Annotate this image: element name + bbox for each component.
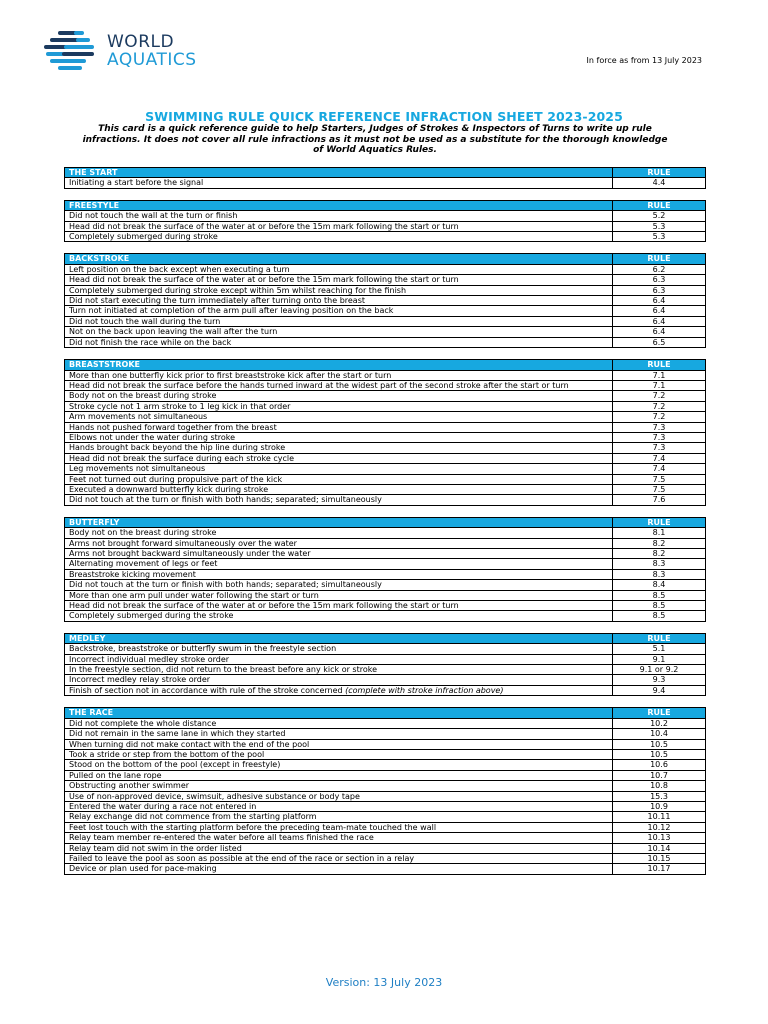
infraction-description [65, 275, 613, 285]
rule-number: 7.4 [613, 464, 706, 474]
section-table-breaststroke [64, 359, 706, 506]
infraction-description [65, 296, 613, 306]
infraction-description [65, 611, 613, 621]
infraction-description [65, 370, 613, 380]
table-row [65, 833, 706, 843]
rule-number: 10.11 [613, 812, 706, 822]
infraction-description [65, 211, 613, 221]
infraction-description [65, 812, 613, 822]
rule-number: 6.4 [613, 316, 706, 326]
rule-number: 6.2 [613, 264, 706, 274]
infraction-description [65, 644, 613, 654]
rule-number: 7.5 [613, 474, 706, 484]
table-row [65, 729, 706, 739]
section-header-row [65, 254, 706, 264]
infraction-text: Relay team did not swim in the order listed [69, 843, 242, 853]
infraction-description [65, 665, 613, 675]
table-row [65, 401, 706, 411]
infraction-text: Completely submerged during the stroke [69, 611, 234, 621]
infraction-text: Not on the back upon leaving the wall after the turn [69, 327, 278, 337]
table-row [65, 178, 706, 188]
logo-line-1: WORLD [107, 32, 175, 52]
table-row [65, 590, 706, 600]
infraction-text: Arms not brought forward simultaneously over the water [69, 538, 297, 548]
rule-number: 10.8 [613, 781, 706, 791]
rule-number: 7.2 [613, 412, 706, 422]
rule-number: 6.3 [613, 285, 706, 295]
table-row [65, 611, 706, 621]
infraction-text: Leg movements not simultaneous [69, 464, 206, 474]
infraction-text: Feet not turned out during propulsive part of the kick [69, 474, 283, 484]
infraction-text: Feet lost touch with the starting platform before the preceding team-mate touched the wall [69, 822, 437, 832]
rule-number: 9.3 [613, 675, 706, 685]
infraction-description [65, 401, 613, 411]
infraction-description [65, 569, 613, 579]
infraction-description [65, 590, 613, 600]
infraction-text: Did not start executing the turn immediately after turning onto the breast [69, 296, 366, 306]
infraction-text: Executed a downward butterfly kick during stroke [69, 484, 269, 494]
document-title: SWIMMING RULE QUICK REFERENCE INFRACTION SHEET 2023-2025 [145, 109, 623, 124]
infraction-text: More than one butterfly kick prior to first breaststroke kick after the start or turn [69, 370, 392, 380]
section-table-medley [64, 633, 706, 696]
table-row [65, 801, 706, 811]
rule-column-header: RULE [613, 168, 706, 178]
table-row [65, 665, 706, 675]
table-row [65, 412, 706, 422]
infraction-description [65, 580, 613, 590]
infraction-text: Head did not break the surface of the water at or before the 15m mark following the start or turn [69, 221, 459, 231]
section-header-row [65, 168, 706, 178]
infraction-description [65, 391, 613, 401]
infraction-text: Pulled on the lane rope [69, 770, 162, 780]
infraction-description [65, 221, 613, 231]
version-footer: Version: 13 July 2023 [325, 976, 443, 989]
infraction-tables [64, 167, 705, 886]
rule-number: 10.13 [613, 833, 706, 843]
infraction-description [65, 559, 613, 569]
table-row [65, 327, 706, 337]
infraction-text: Stood on the bottom of the pool (except in freestyle) [69, 760, 281, 770]
infraction-text: In the freestyle section, did not return to the breast before any kick or stroke [69, 665, 377, 675]
table-row [65, 370, 706, 380]
world-aquatics-logo [44, 30, 244, 74]
table-row [65, 675, 706, 685]
infraction-text: Device or plan used for pace-making [69, 864, 217, 874]
table-row [65, 484, 706, 494]
logo-line-2: AQUATICS [107, 50, 197, 70]
infraction-text: Stroke cycle not 1 arm stroke to 1 leg kick in that order [69, 401, 291, 411]
infraction-text: More than one arm pull under water following the start or turn [69, 590, 319, 600]
infraction-description [65, 549, 613, 559]
rule-number: 6.4 [613, 306, 706, 316]
table-row [65, 538, 706, 548]
infraction-description [65, 264, 613, 274]
infraction-text: Body not on the breast during stroke [69, 391, 217, 401]
section-title: THE RACE [65, 708, 613, 718]
rule-number: 8.1 [613, 528, 706, 538]
infraction-description [65, 484, 613, 494]
infraction-description [65, 864, 613, 874]
rule-number: 6.3 [613, 275, 706, 285]
rule-number: 10.14 [613, 843, 706, 853]
infraction-text: Obstructing another swimmer [69, 781, 190, 791]
rule-number: 7.3 [613, 432, 706, 442]
rule-number: 5.2 [613, 211, 706, 221]
table-row [65, 337, 706, 347]
infraction-description [65, 675, 613, 685]
rule-number: 6.5 [613, 337, 706, 347]
section-header-row [65, 517, 706, 527]
table-row [65, 285, 706, 295]
infraction-text: Turn not initiated at completion of the arm pull after leaving position on the back [69, 306, 394, 316]
rule-number: 8.4 [613, 580, 706, 590]
table-row [65, 739, 706, 749]
rule-number: 10.4 [613, 729, 706, 739]
table-row [65, 528, 706, 538]
table-row [65, 601, 706, 611]
table-row [65, 221, 706, 231]
table-row [65, 453, 706, 463]
infraction-description [65, 833, 613, 843]
rule-column-header: RULE [613, 200, 706, 210]
rule-number: 8.3 [613, 559, 706, 569]
infraction-text: Relay exchange did not commence from the starting platform [69, 812, 317, 822]
table-row [65, 685, 706, 695]
table-row [65, 580, 706, 590]
infraction-description [65, 422, 613, 432]
table-row [65, 495, 706, 505]
section-table-freestyle [64, 200, 706, 243]
world-aquatics-logo-icon [44, 30, 102, 72]
infraction-text: Head did not break the surface during each stroke cycle [69, 453, 294, 463]
table-row [65, 791, 706, 801]
rule-number: 7.6 [613, 495, 706, 505]
infraction-description [65, 337, 613, 347]
infraction-text: Entered the water during a race not entered in [69, 801, 257, 811]
infraction-text: Use of non-approved device, swimsuit, adhesive substance or body tape [69, 791, 360, 801]
rule-number: 4.4 [613, 178, 706, 188]
table-row [65, 443, 706, 453]
rule-number: 10.12 [613, 822, 706, 832]
section-header-row [65, 200, 706, 210]
infraction-text: Failed to leave the pool as soon as possible at the end of the race or section in a relay [69, 853, 415, 863]
rule-number: 8.5 [613, 590, 706, 600]
infraction-description [65, 495, 613, 505]
table-row [65, 306, 706, 316]
infraction-description [65, 443, 613, 453]
table-row [65, 264, 706, 274]
infraction-text: Did not complete the whole distance [69, 718, 217, 728]
table-row [65, 822, 706, 832]
rule-number: 7.1 [613, 380, 706, 390]
rule-number: 7.5 [613, 484, 706, 494]
infraction-text: Did not remain in the same lane in which they started [69, 729, 286, 739]
infraction-description [65, 781, 613, 791]
table-row [65, 275, 706, 285]
table-row [65, 432, 706, 442]
table-row [65, 864, 706, 874]
infraction-description [65, 770, 613, 780]
table-row [65, 760, 706, 770]
rule-number: 10.9 [613, 801, 706, 811]
table-row [65, 422, 706, 432]
infraction-text: Initiating a start before the signal [69, 178, 204, 188]
infraction-text: Did not touch the wall during the turn [69, 316, 221, 326]
table-row [65, 644, 706, 654]
infraction-text: Did not touch the wall at the turn or finish [69, 211, 238, 221]
section-table-backstroke [64, 253, 706, 348]
infraction-description [65, 654, 613, 664]
rule-number: 7.2 [613, 391, 706, 401]
infraction-text: Backstroke, breaststroke or butterfly swum in the freestyle section [69, 644, 337, 654]
section-title: BREASTSTROKE [65, 360, 613, 370]
infraction-description [65, 749, 613, 759]
table-row [65, 296, 706, 306]
rule-number: 10.15 [613, 853, 706, 863]
infraction-text: Arms not brought backward simultaneously under the water [69, 549, 311, 558]
logo-wordmark [107, 33, 197, 69]
infraction-description [65, 528, 613, 538]
table-row [65, 316, 706, 326]
infraction-text: Head did not break the surface before the hands turned inward at the widest part of the second stroke after the start or turn [69, 380, 569, 390]
rule-number: 10.2 [613, 718, 706, 728]
rule-number: 7.2 [613, 401, 706, 411]
table-row [65, 654, 706, 664]
rule-number: 10.6 [613, 760, 706, 770]
rule-number: 5.3 [613, 232, 706, 242]
infraction-description [65, 306, 613, 316]
infraction-text: Hands not pushed forward together from the breast [69, 422, 277, 432]
infraction-text: Incorrect individual medley stroke order [69, 654, 230, 664]
rule-column-header: RULE [613, 517, 706, 527]
table-row [65, 549, 706, 559]
section-title: BACKSTROKE [65, 254, 613, 264]
infraction-text: Finish of section not in accordance with rule of the stroke concerned [69, 685, 343, 695]
infraction-description [65, 232, 613, 242]
rule-number: 7.3 [613, 443, 706, 453]
section-title: MEDLEY [65, 633, 613, 643]
rule-column-header: RULE [613, 360, 706, 370]
infraction-text: Took a stride or step from the bottom of the pool [69, 749, 265, 759]
infraction-text: Completely submerged during stroke [69, 232, 218, 242]
infraction-text: Left position on the back except when executing a turn [69, 264, 290, 274]
table-row [65, 569, 706, 579]
rule-number: 8.2 [613, 549, 706, 559]
infraction-text: Hands brought back beyond the hip line during stroke [69, 443, 286, 453]
infraction-description [65, 791, 613, 801]
infraction-description [65, 601, 613, 611]
table-row [65, 211, 706, 221]
infraction-text: Breaststroke kicking movement [69, 569, 196, 579]
infraction-note: (complete with stroke infraction above) [345, 685, 504, 695]
table-row [65, 380, 706, 390]
table-row [65, 770, 706, 780]
infraction-description [65, 474, 613, 484]
rule-number: 5.3 [613, 221, 706, 231]
rule-number: 6.4 [613, 296, 706, 306]
section-header-row [65, 633, 706, 643]
rule-number: 9.1 or 9.2 [613, 665, 706, 675]
infraction-description [65, 843, 613, 853]
section-table-the-start [64, 167, 706, 189]
rule-number: 8.5 [613, 611, 706, 621]
rule-column-header: RULE [613, 633, 706, 643]
infraction-description [65, 822, 613, 832]
infraction-description [65, 316, 613, 326]
infraction-description [65, 380, 613, 390]
infraction-text: Alternating movement of legs or feet [69, 559, 218, 569]
rule-number: 10.7 [613, 770, 706, 780]
rule-number: 15.3 [613, 791, 706, 801]
table-row [65, 474, 706, 484]
infraction-text: Elbows not under the water during stroke [69, 432, 236, 442]
section-header-row [65, 360, 706, 370]
intro-paragraph: This card is a quick reference guide to help Starters, Judges of Strokes & Inspectors of Turns to write up rule infractions. It does not cover all rule infractions as it must not be used as a substitute for the thorough knowledge of World Aquatics Rules. [82, 124, 668, 155]
rule-number: 5.1 [613, 644, 706, 654]
rule-number: 7.1 [613, 370, 706, 380]
infraction-description [65, 432, 613, 442]
rule-number: 8.5 [613, 601, 706, 611]
rule-number: 7.4 [613, 453, 706, 463]
infraction-description [65, 685, 613, 695]
rule-number: 10.5 [613, 739, 706, 749]
infraction-text: Arm movements not simultaneous [69, 412, 208, 422]
infraction-text: Relay team member re-entered the water before all teams finished the race [69, 833, 374, 843]
table-row [65, 559, 706, 569]
infraction-text: Did not touch at the turn or finish with both hands; separated; simultaneously [69, 580, 382, 590]
infraction-description [65, 718, 613, 728]
infraction-text: Head did not break the surface of the water at or before the 15m mark following the start or turn [69, 601, 459, 611]
infraction-description [65, 853, 613, 863]
rule-number: 10.5 [613, 749, 706, 759]
table-row [65, 781, 706, 791]
infraction-description [65, 464, 613, 474]
rule-number: 6.4 [613, 327, 706, 337]
table-row [65, 391, 706, 401]
infraction-text: Head did not break the surface of the water at or before the 15m mark following the start or turn [69, 275, 459, 285]
section-header-row [65, 708, 706, 718]
rule-number: 9.1 [613, 654, 706, 664]
rule-number: 8.3 [613, 569, 706, 579]
rule-number: 9.4 [613, 685, 706, 695]
table-row [65, 812, 706, 822]
table-row [65, 749, 706, 759]
section-table-the-race [64, 707, 706, 875]
table-row [65, 232, 706, 242]
infraction-description [65, 760, 613, 770]
rule-number: 7.3 [613, 422, 706, 432]
infraction-text: Incorrect medley relay stroke order [69, 675, 211, 685]
infraction-text: Completely submerged during stroke except within 5m whilst reaching for the finish [69, 285, 407, 295]
table-row [65, 718, 706, 728]
infraction-description [65, 412, 613, 422]
rule-number: 8.2 [613, 538, 706, 548]
section-title: THE START [65, 168, 613, 178]
infraction-description [65, 453, 613, 463]
infraction-text: Did not touch at the turn or finish with both hands; separated; simultaneously [69, 495, 382, 505]
infraction-text: Did not finish the race while on the back [69, 337, 232, 347]
table-row [65, 464, 706, 474]
infraction-description [65, 327, 613, 337]
infraction-description [65, 285, 613, 295]
table-row [65, 853, 706, 863]
infraction-description [65, 538, 613, 548]
in-force-date: In force as from 13 July 2023 [586, 56, 702, 65]
infraction-description [65, 729, 613, 739]
rule-column-header: RULE [613, 708, 706, 718]
rule-number: 10.17 [613, 864, 706, 874]
section-title: BUTTERFLY [65, 517, 613, 527]
table-row [65, 843, 706, 853]
infraction-text: Body not on the breast during stroke [69, 528, 217, 538]
section-title: FREESTYLE [65, 200, 613, 210]
infraction-description [65, 178, 613, 188]
rule-column-header: RULE [613, 254, 706, 264]
infraction-description [65, 801, 613, 811]
section-table-butterfly [64, 517, 706, 622]
infraction-text: When turning did not make contact with the end of the pool [69, 739, 310, 749]
infraction-description [65, 739, 613, 749]
